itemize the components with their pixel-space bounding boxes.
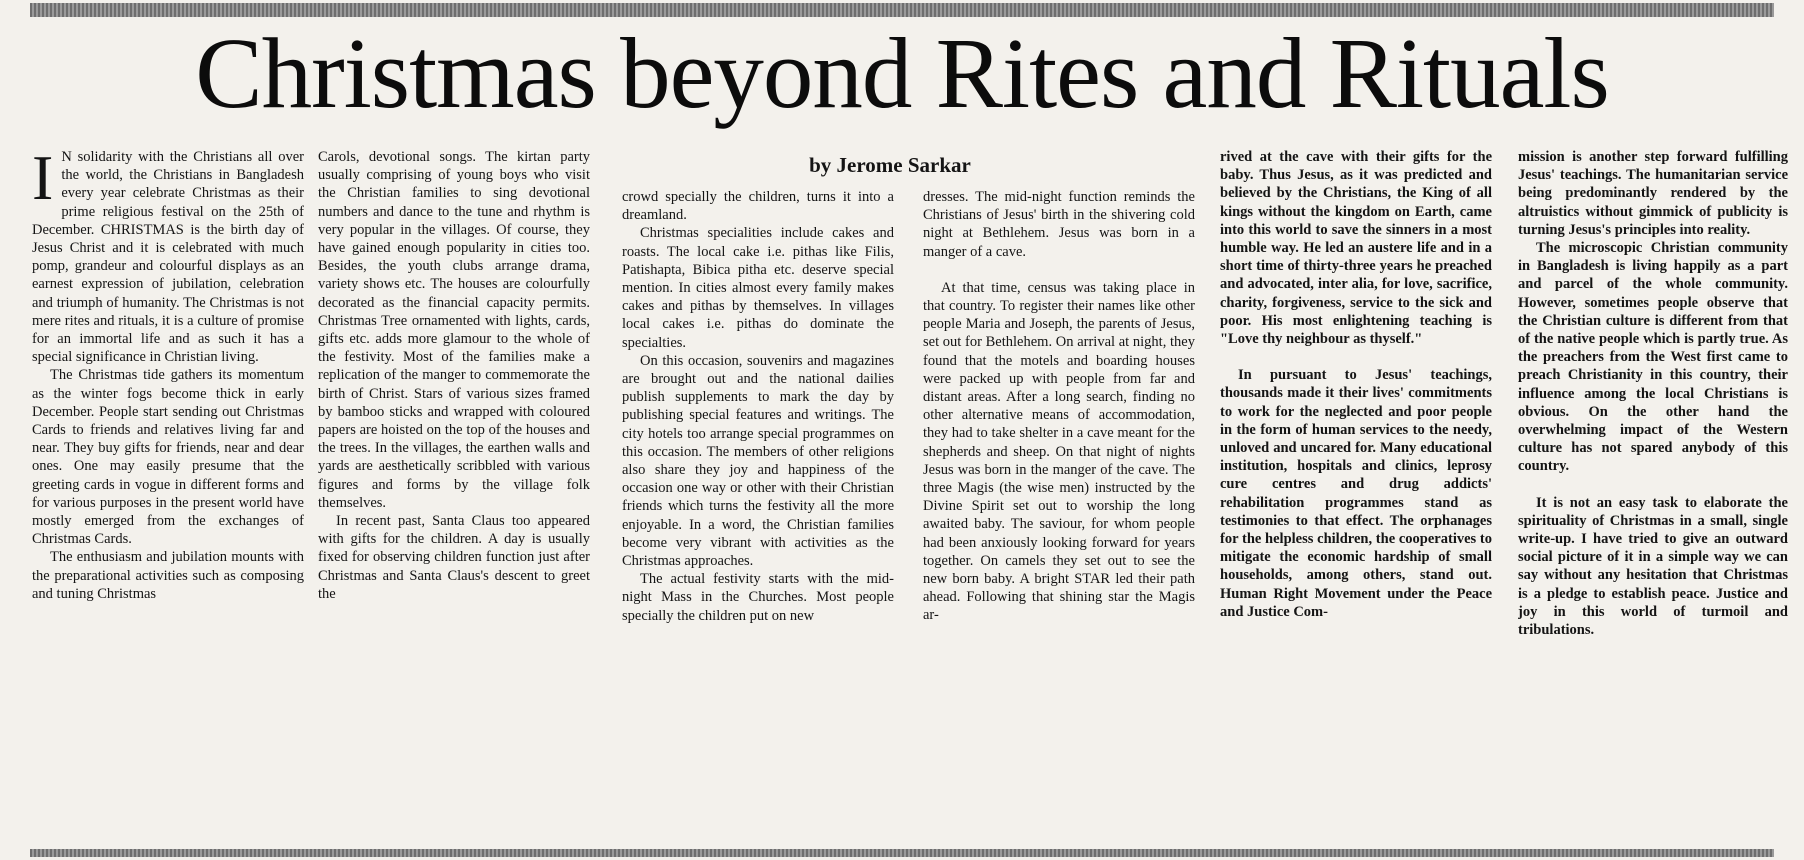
paragraph: On this occasion, souvenirs and magazines are brought out and the national dailies publish supplements to mark the day by publishing special features and writings. The city hotels too arrange special programmes on this occasion. The members of other religions also share they joy and happiness of the occasion one way or other with their Christian friends which turns the festivity all the more enjoyable. In a word, the Christian families become very vibrant with activities as the Christmas approaches. [622,352,894,570]
paragraph: Christmas specialities include cakes and roasts. The local cake i.e. pithas like Filis, Patishapta, Bibica pitha etc. deserve special mention. In cities almost every family makes cakes and pithas by themselves. In villages local cakes i.e. pithas do dominate the specialties. [622,225,894,351]
article-column-5 [1220,148,1492,848]
paragraph: It is not an easy task to elaborate the spirituality of Christmas in a small, single write-up. I have tried to give an outward social picture of it in a simple way we can say without any hesitation that Christmas is a pledge to establish peace. Justice and joy in this world of turmoil and tribulations. [1518,494,1788,639]
paragraph-gap [1518,476,1788,494]
paragraph: crowd specially the children, turns it into a dreamland. [622,189,894,224]
paragraph-gap [1220,348,1492,366]
paragraph: In pursuant to Jesus' teachings, thousands made it their lives' commitments to work for the neglected and poor people in the form of human services to the needy, unloved and uncared for. Many educational institution, hospitals and clinics, leprosy cure centres and drug addicts' rehabilitation programmes stand as testimonies to that effect. The orphanages for the helpless children, the cooperatives to mitigate the economic hardship of small households, among others, stand out. Human Right Movement under the Peace and Justice Com- [1220,367,1492,620]
article-column-3 [622,188,894,848]
paragraph: The enthusiasm and jubilation mounts with the preparational activities such as composing and tuning Christmas [32,549,304,602]
paragraph: At that time, census was taking place in that country. To register their names like other people Maria and Joseph, the parents of Jesus, set out for Bethlehem. On arrival at night, they found that the motels and boarding houses were packed up with people from far and distant areas. After a long search, finding no other alternative means of accommodation, they had to take shelter in a cave meant for the shepherds and sheep. On that night of nights Jesus was born in the manger of the cave. The three Magis (the wise men) instructed by the Divine Spirit set out to worship the long awaited baby. The saviour, for whom people had been anxiously looking forward for years together. On camels they set out to see the new born baby. A bright STAR led their path ahead. Following that shining star the Magis ar- [923,279,1195,624]
paragraph: rived at the cave with their gifts for the baby. Thus Jesus, as it was predicted and believed by the Christians, the King of all kings without the kingdom on Earth, came into this world to save the sinners in a most humble way. He led an austere life and in a short time of thirty-three years he preached and advocated, inter alia, for love, sacrifice, charity, forgiveness, service to the sick and poor. His most enlightening teaching is "Love thy neighbour as thyself." [1220,149,1492,348]
paragraph: The actual festivity starts with the mid-night Mass in the Churches. Most people specially the children put on new [622,571,894,624]
article-column-1 [32,148,304,848]
paragraph: The microscopic Christian community in Bangladesh is living happily as a part and parcel of the whole community. However, sometimes people observe that the Christian culture is different from that of the native people which is partly true. As the preachers from the West first came to preach Christianity in this country, their influence among the local Christians is obvious. On the other hand the overwhelming impact of the Western culture has not spared anybody of this country. [1518,240,1788,475]
headline: Christmas beyond Rites and Rituals [195,17,1609,129]
paragraph: In recent past, Santa Claus too appeared with gifts for the children. A day is usually fixed for observing children function just after Christmas and Santa Claus's descent to greet the [318,513,590,602]
bottom-rule [30,849,1774,857]
byline: by Jerome Sarkar [809,153,971,177]
article-column-6 [1518,148,1788,848]
paragraph: The Christmas tide gathers its momentum as the winter fogs become thick in early December. People start sending out Christmas Cards to friends and relatives living far and near. They buy gifts for friends, near and dear ones. One may easily presume that the greeting cards in vogue in different forms and for various purposes in the present world have mostly emerged from the exchanges of Christmas Cards. [32,367,304,548]
paragraph: I N solidarity with the Christians all over the world, the Christians in Bangladesh every year celebrate Christmas as their prime religious festival on the 25th of December. CHRISTMAS is the birth day of Jesus Christ and it is celebrated with much pomp, grandeur and colourful displays as an earnest expression of jubilation, celebration and triumph of humanity. The Christmas is not mere rites and rituals, it is a culture of promise for an immortal life and as such it has a special significance in Christian living. [32,148,304,366]
top-rule [30,3,1774,17]
drop-cap: I [32,148,54,213]
paragraph: dresses. The mid-night function reminds the Christians of Jesus' birth in the shivering cold night at Bethlehem. Jesus was born in a manger of a cave. [923,189,1195,260]
article-column-4 [923,188,1195,848]
paragraph-gap [923,261,1195,279]
paragraph: mission is another step forward fulfilling Jesus' teachings. The humanitarian service being predominantly rendered by the altruistics without gimmick of publicity is turning Jesus's principles into reality. [1518,149,1788,238]
article-column-2 [318,148,590,848]
paragraph: Carols, devotional songs. The kirtan party usually comprising of young boys who visit the Christian families to sing devotional numbers and dance to the tune and rhythm is very popular in the villages. Of course, they have gained enough popularity in cities too. Besides, the youth clubs arrange drama, variety shows etc. The houses are colourfully decorated as the financial capacity permits. Christmas Tree ornamented with lights, cards, gifts etc. adds more glamour to the whole of the festivity. Most of the families make a replication of the manger to commemorate the birth of Christ. Stars of various sizes framed by bamboo sticks and wrapped with coloured papers are hoisted on the top of the houses and the trees. In the villages, the earthen walls and yards are aesthetically scribbled with various figures and forms by the village folk themselves. [318,149,590,511]
